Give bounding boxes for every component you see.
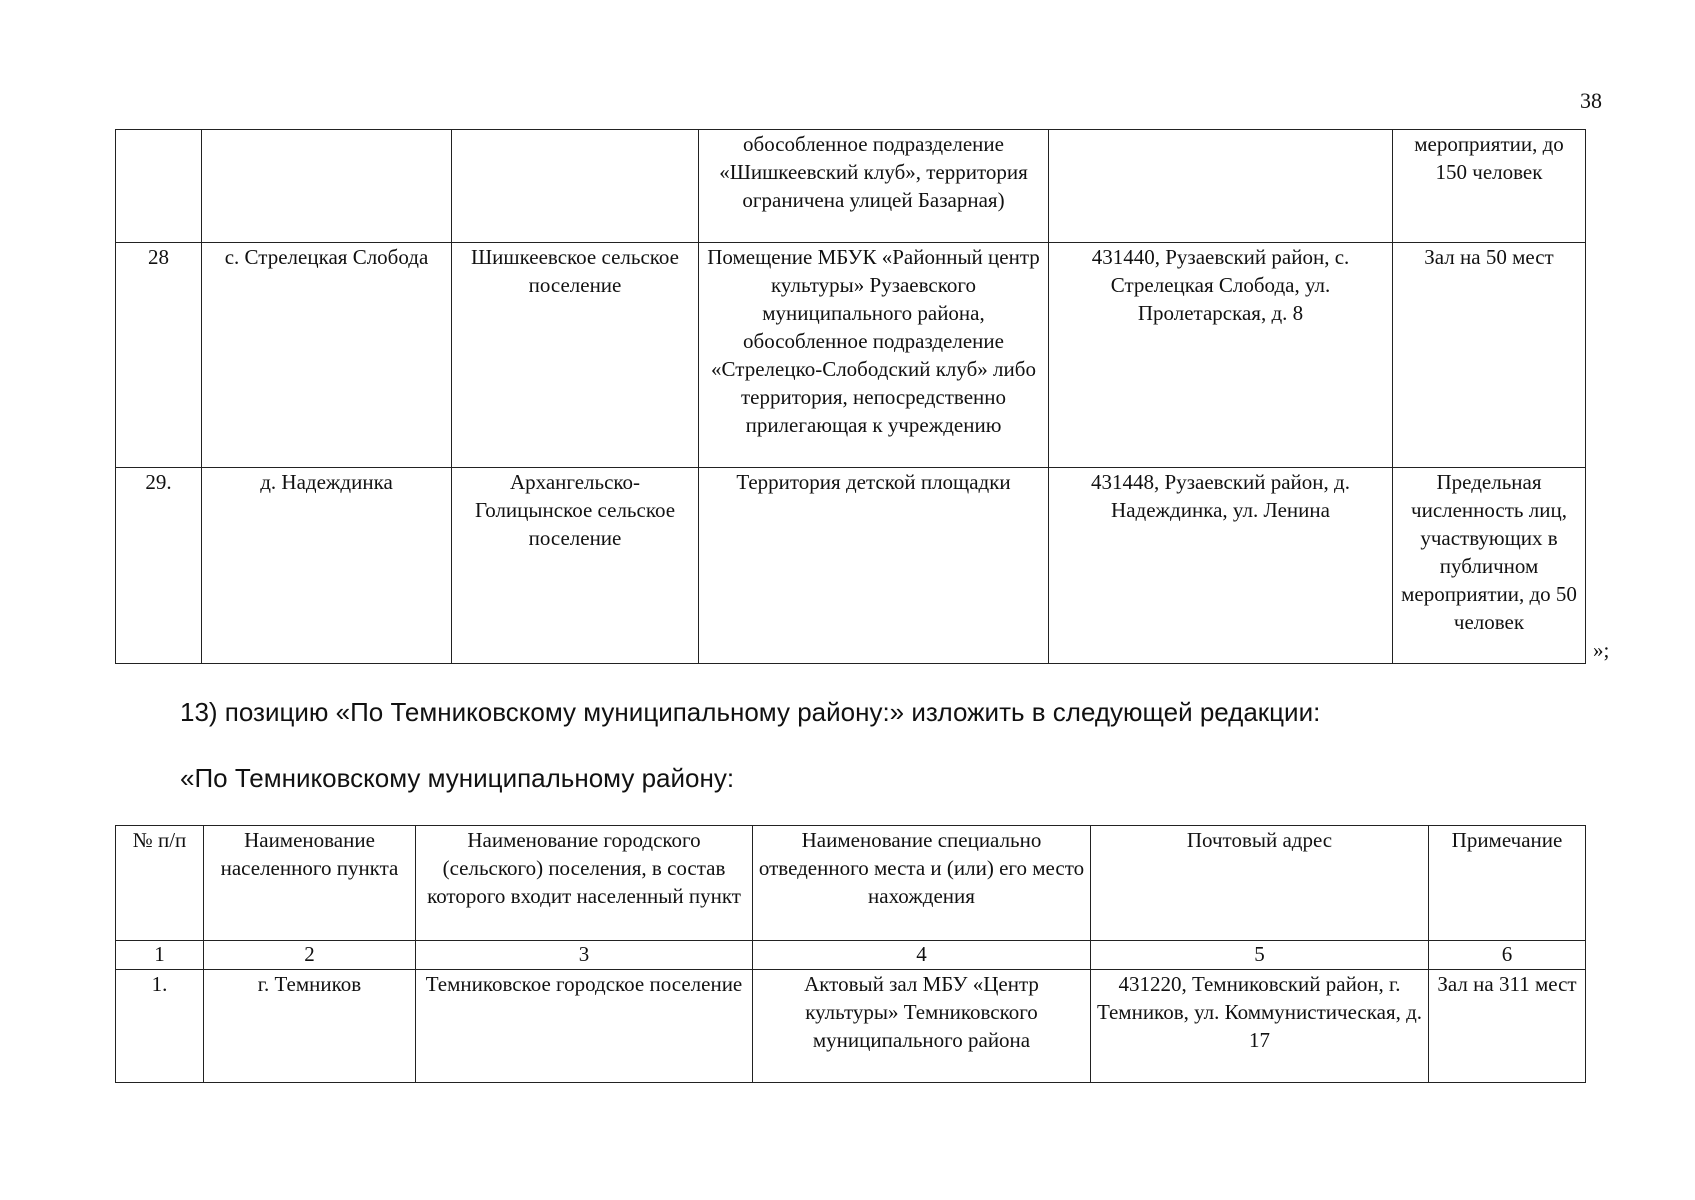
- cell-settlement: г. Темников: [204, 970, 416, 1083]
- column-number: 6: [1429, 941, 1586, 970]
- table-row: [116, 970, 1586, 1083]
- cell-num: 29.: [116, 468, 202, 664]
- cell-address: 431220, Темниковский район, г. Темников, ул. Коммунистическая, д. 17: [1091, 970, 1429, 1083]
- header-settlement: Наименование населенного пункта: [204, 826, 416, 941]
- header-place: Наименование специально отведенного места и (или) его место нахождения: [753, 826, 1091, 941]
- cell-address: [1049, 130, 1393, 243]
- header-municipality: Наименование городского (сельского) поселения, в состав которого входит населенный пункт: [416, 826, 753, 941]
- page-number: 38: [1580, 88, 1602, 113]
- cell-settlement: д. Надеждинка: [202, 468, 452, 664]
- cell-num: 1.: [116, 970, 204, 1083]
- column-number: 5: [1091, 941, 1429, 970]
- table-header-row: [116, 826, 1586, 941]
- cell-municipality: Шишкеевское сельское поселение: [452, 243, 699, 468]
- cell-municipality: [452, 130, 699, 243]
- cell-note: Предельная численность лиц, участвующих в публичном мероприятии, до 50 человек: [1393, 468, 1586, 664]
- header-address: Почтовый адрес: [1091, 826, 1429, 941]
- cell-num: 28: [116, 243, 202, 468]
- table-row: [116, 243, 1586, 468]
- cell-num: [116, 130, 202, 243]
- section-heading: «По Темниковскому муниципальному району:: [180, 763, 735, 793]
- cell-place: Актовый зал МБУ «Центр культуры» Темниковского муниципального района: [753, 970, 1091, 1083]
- column-number: 3: [416, 941, 753, 970]
- cell-place: Территория детской площадки: [699, 468, 1049, 664]
- cell-place: обособленное подразделение «Шишкеевский клуб», территория ограничена улицей Базарная): [699, 130, 1049, 243]
- temnikov-table: [115, 825, 1586, 1083]
- cell-settlement: [202, 130, 452, 243]
- header-num: № п/п: [116, 826, 204, 941]
- cell-address: 431440, Рузаевский район, с. Стрелецкая Слобода, ул. Пролетарская, д. 8: [1049, 243, 1393, 468]
- cell-note: Зал на 311 мест: [1429, 970, 1586, 1083]
- column-number: 1: [116, 941, 204, 970]
- cell-municipality: Темниковское городское поселение: [416, 970, 753, 1083]
- cell-address: 431448, Рузаевский район, д. Надеждинка, ул. Ленина: [1049, 468, 1393, 664]
- header-note: Примечание: [1429, 826, 1586, 941]
- table-row: [116, 468, 1586, 664]
- column-number-row: [116, 941, 1586, 970]
- amendment-paragraph: 13) позицию «По Темниковскому муниципальному району:» изложить в следующей редакции:: [180, 697, 1321, 727]
- column-number: 2: [204, 941, 416, 970]
- cell-settlement: с. Стрелецкая Слобода: [202, 243, 452, 468]
- column-number: 4: [753, 941, 1091, 970]
- table-row: [116, 130, 1586, 243]
- continuation-table: [115, 129, 1586, 664]
- cell-note: Зал на 50 мест: [1393, 243, 1586, 468]
- cell-place: Помещение МБУК «Районный центр культуры» Рузаевского муниципального района, обособленное подразделение «Стрелецко-Слободский клуб» либо территория, непосредственно прилегающая к учреждению: [699, 243, 1049, 468]
- cell-note: мероприятии, до 150 человек: [1393, 130, 1586, 243]
- closing-quote-marker: »;: [1593, 638, 1610, 662]
- cell-municipality: Архангельско-Голицынское сельское поселение: [452, 468, 699, 664]
